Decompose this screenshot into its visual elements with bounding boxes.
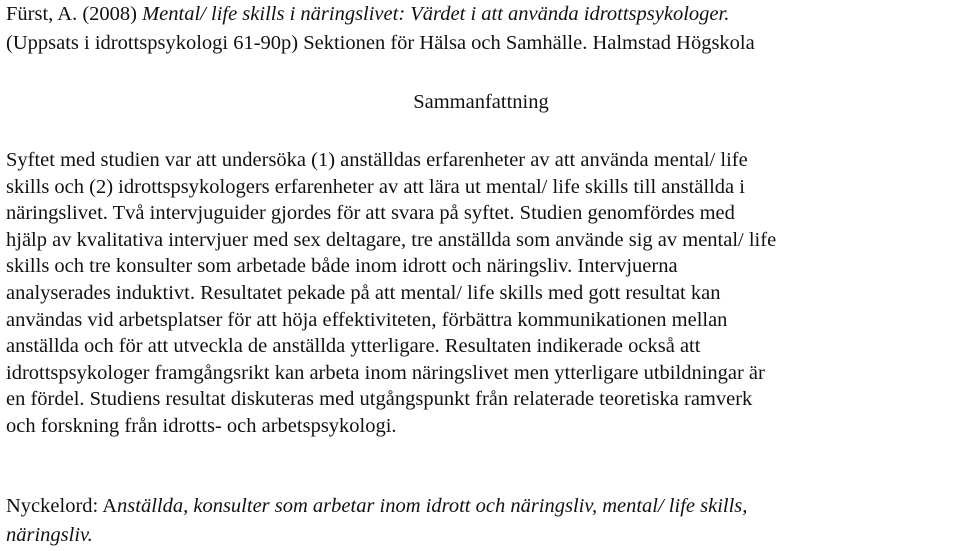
abstract-line: skills och (2) idrottspsykologers erfarenheter av att lära ut mental/ life skills till anställda i	[6, 175, 745, 198]
citation-line-2: (Uppsats i idrottspsykologi 61-90p) Sektionen för Hälsa och Samhälle. Halmstad Högskola	[6, 32, 755, 54]
abstract-line: hjälp av kvalitativa intervjuer med sex deltagare, tre anställda som använde sig av mental/ life	[6, 228, 777, 251]
keywords-line-2	[6, 521, 956, 550]
abstract-heading: Sammanfattning	[413, 91, 549, 113]
abstract-line: Syftet med studien var att undersöka (1) anställdas erfarenheter av att använda mental/ life	[6, 149, 748, 171]
abstract-body	[6, 147, 956, 440]
abstract-line: näringslivet. Två intervjuguider gjordes för att svara på syftet. Studien genomfördes med	[6, 202, 735, 225]
citation-author-year: Fürst, A. (2008)	[6, 3, 143, 25]
document-page	[6, 0, 956, 546]
citation-title: Mental/ life skills i näringslivet: Värdet i att använda idrottspsykologer.	[142, 3, 730, 25]
keywords-list: nställda, konsulter som arbetar inom idrott och näringsliv, mental/ life skills,	[117, 495, 748, 517]
abstract-line: användas vid arbetsplatser för att höja effektiviteten, förbättra kommunikationen mellan	[6, 308, 728, 331]
keywords-list-end: näringsliv.	[6, 524, 93, 546]
keywords	[6, 492, 956, 550]
abstract-line: skills och tre konsulter som arbetade både inom idrott och näringsliv. Intervjuerna	[6, 255, 678, 278]
keywords-line-1	[6, 492, 956, 521]
abstract-line: en fördel. Studiens resultat diskuteras med utgångspunkt från relaterade teoretiska ramverk	[6, 388, 753, 411]
citation	[6, 0, 956, 58]
abstract-line: och forskning från idrotts- och arbetspsykologi.	[6, 414, 397, 437]
abstract-line: analyserades induktivt. Resultatet pekade på att mental/ life skills med gott resultat kan	[6, 281, 721, 304]
abstract-line: idrottspsykologer framgångsrikt kan arbeta inom näringslivet men ytterligare utbildningar är	[6, 361, 765, 384]
keywords-label: Nyckelord: A	[6, 495, 118, 517]
citation-line-1	[6, 0, 956, 29]
abstract-line: anställda och för att utveckla de anställda ytterligare. Resultaten indikerade också att	[6, 335, 701, 358]
